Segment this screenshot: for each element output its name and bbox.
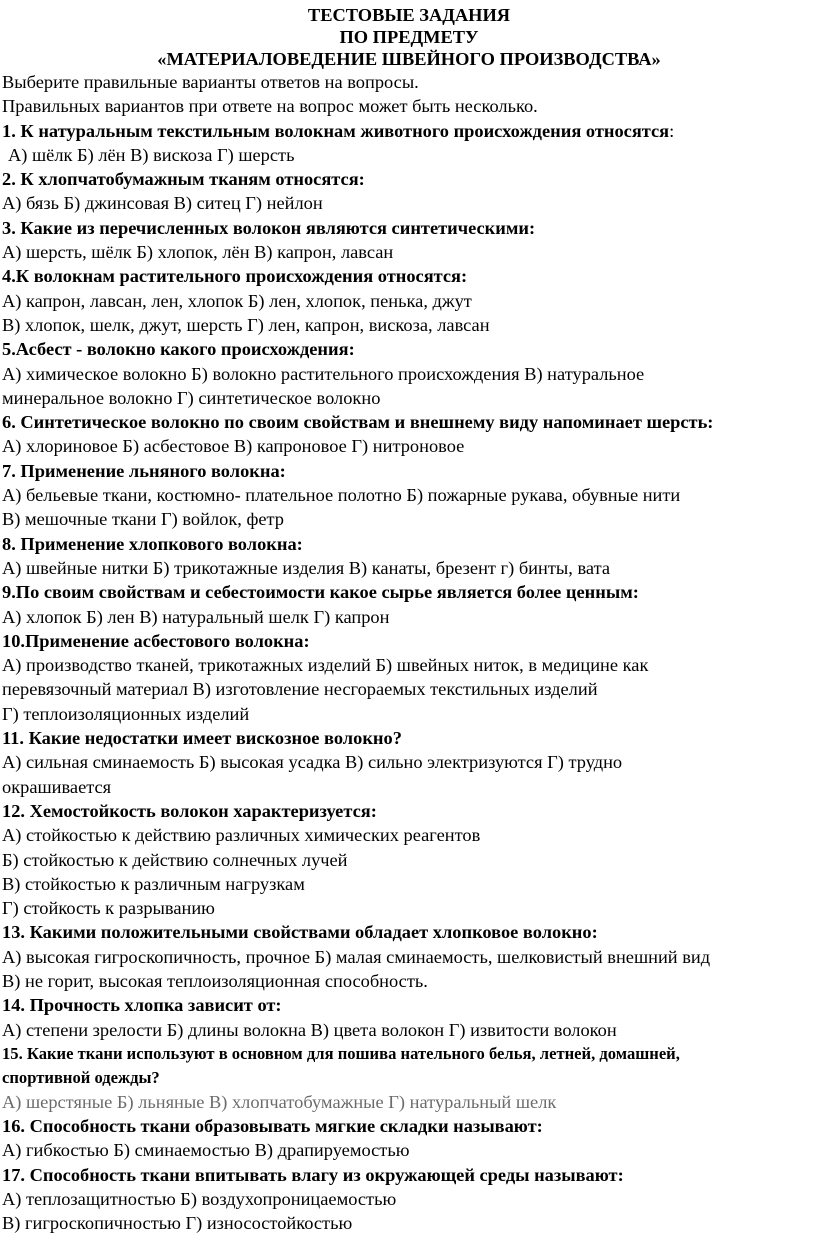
instruction-line: Правильных вариантов при ответе на вопрос может быть несколько. [2, 96, 538, 117]
answer-options: В) мешочные ткани Г) войлок, фетр [2, 509, 285, 530]
title-line-1: ТЕСТОВЫЕ ЗАДАНИЯ [307, 5, 511, 25]
answer-options: Г) теплоизоляционных изделий [2, 703, 250, 724]
answer-options: А) высокая гигроскопичность, прочное Б) малая сминаемость, шелковистый внешний вид [2, 946, 711, 967]
answer-options: А) степени зрелости Б) длины волокна В) цвета волокон Г) извитости волокон [2, 1019, 617, 1040]
question-heading: 2. К хлопчатобумажным тканям относятся: [2, 169, 365, 190]
question-heading: 10.Применение асбестового волокна: [2, 630, 310, 651]
question-heading: 9.По своим свойствам и себестоимости какое сырье является более ценным: [2, 582, 639, 603]
question-heading: 1. К натуральным текстильным волокнам животного происхождения относятся: [2, 120, 675, 141]
answer-options: А) хлориновое Б) асбестовое В) капроновое Г) нитроновое [2, 436, 465, 457]
answer-options: минеральное волокно Г) синтетическое волокно [2, 387, 381, 408]
question-heading: 12. Хемостойкость волокон характеризуется: [2, 800, 377, 821]
question-heading: 15. Какие ткани используют в основном для пошива нательного белья, летней, домашней, [2, 1043, 680, 1063]
answer-options: А) бельевые ткани, костюмно- плательное полотно Б) пожарные рукава, обувные нити [2, 485, 681, 506]
answer-options: В) гигроскопичностью Г) износостойкостью [2, 1213, 353, 1234]
answer-options: А) химическое волокно Б) волокно растительного происхождения В) натуральное [2, 363, 645, 384]
answer-options: А) производство тканей, трикотажных изделий Б) швейных ниток, в медицине как [2, 655, 649, 676]
answer-options: А) гибкостью Б) сминаемостью В) драпируемостью [2, 1140, 410, 1161]
title-line-3: «МАТЕРИАЛОВЕДЕНИЕ ШВЕЙНОГО ПРОИЗВОДСТВА» [157, 49, 661, 69]
answer-options: А) стойкостью к действию различных химических реагентов [2, 825, 481, 846]
answer-options: В) не горит, высокая теплоизоляционная способность. [2, 970, 428, 991]
question-heading-continued: спортивной одежды? [2, 1067, 160, 1087]
question-heading: 4.К волокнам растительного происхождения относятся: [2, 266, 468, 287]
question-heading: 14. Прочность хлопка зависит от: [2, 995, 282, 1016]
question-heading: 13. Какими положительными свойствами обладает хлопковое волокно: [2, 922, 598, 943]
instruction-line: Выберите правильные варианты ответов на вопросы. [2, 72, 419, 92]
question-heading: 5.Асбест - волокно какого происхождения: [2, 339, 355, 360]
question-heading: 11. Какие недостатки имеет вискозное волокно? [2, 728, 402, 749]
question-heading: 8. Применение хлопкового волокна: [2, 533, 303, 554]
answer-options: А) хлопок Б) лен В) натуральный шелк Г) капрон [2, 606, 390, 627]
document-title [2, 4, 816, 70]
answer-options: окрашивается [2, 776, 112, 797]
answer-options: А) теплозащитностью Б) воздухопроницаемостью [2, 1189, 397, 1210]
question-heading: 3. Какие из перечисленных волокон являются синтетическими: [2, 217, 536, 238]
question-heading: 7. Применение льняного волокна: [2, 460, 286, 481]
answer-options: А) шёлк Б) лён В) вискоза Г) шерсть [8, 144, 295, 165]
answer-options: А) шерстяные Б) льняные В) хлопчатобумажные Г) натуральный шелк [2, 1091, 557, 1112]
question-heading: 16. Способность ткани образовывать мягкие складки называют: [2, 1116, 543, 1137]
answer-options: Б) стойкостью к действию солнечных лучей [2, 849, 348, 870]
answer-options: В) стойкостью к различным нагрузкам [2, 873, 305, 894]
answer-options: В) хлопок, шелк, джут, шерсть Г) лен, капрон, вискоза, лавсан [2, 314, 490, 335]
answer-options: А) бязь Б) джинсовая В) ситец Г) нейлон [2, 193, 323, 214]
question-heading: 17. Способность ткани впитывать влагу из окружающей среды называют: [2, 1164, 624, 1185]
answer-options: А) швейные нитки Б) трикотажные изделия В) канаты, брезент г) бинты, вата [2, 557, 611, 578]
answer-options: А) сильная сминаемость Б) высокая усадка В) сильно электризуются Г) трудно [2, 752, 623, 773]
title-line-2: ПО ПРЕДМЕТУ [339, 27, 479, 47]
answer-options: Г) стойкость к разрыванию [2, 898, 215, 919]
answer-options: А) шерсть, шёлк Б) хлопок, лён В) капрон, лавсан [2, 242, 394, 263]
answer-options: А) капрон, лавсан, лен, хлопок Б) лен, хлопок, пенька, джут [2, 290, 472, 311]
question-heading: 6. Синтетическое волокно по своим свойствам и внешнему виду напоминает шерсть: [2, 412, 714, 433]
answer-options: перевязочный материал В) изготовление несгораемых текстильных изделий [2, 679, 598, 700]
